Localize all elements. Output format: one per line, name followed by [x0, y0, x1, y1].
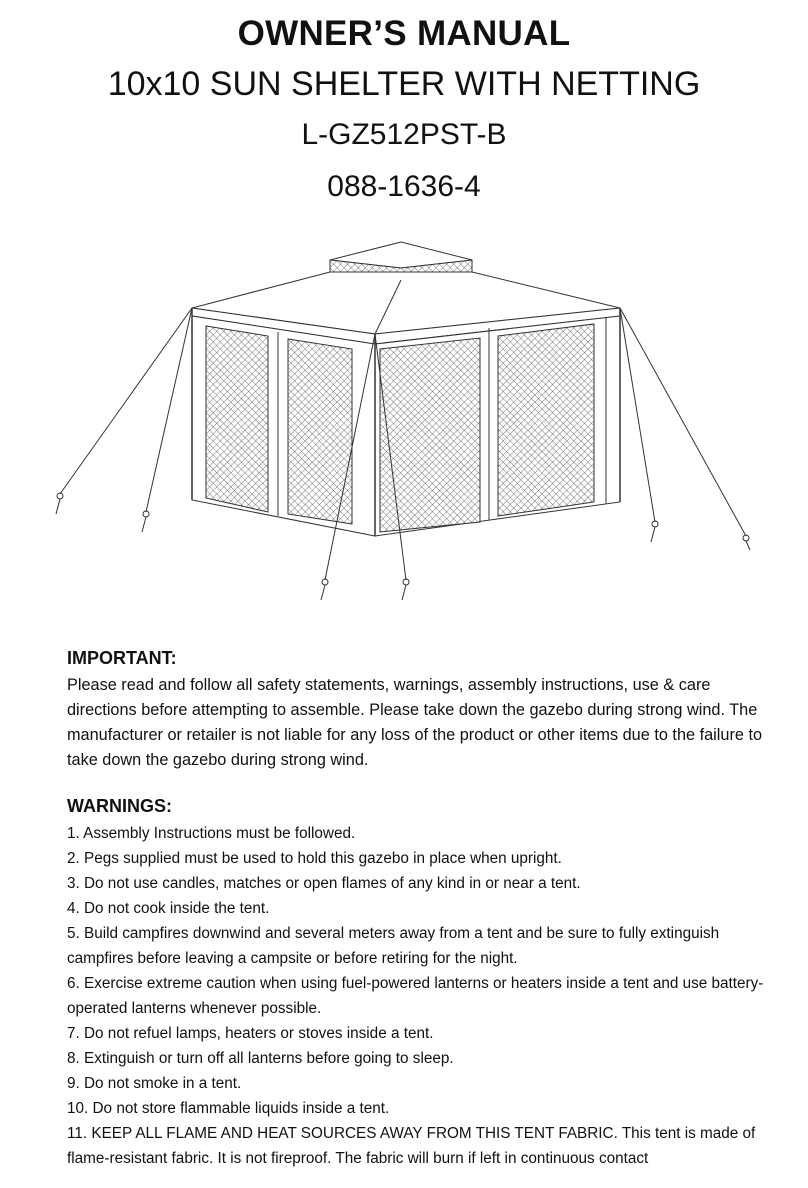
- stake: [142, 511, 149, 532]
- net-panel: [498, 324, 594, 516]
- model-number: L-GZ512PST-B: [301, 118, 507, 151]
- warning-item: 1. Assembly Instructions must be followed.: [67, 825, 356, 842]
- warning-item: 2. Pegs supplied must be used to hold this gazebo in place when upright.: [67, 850, 562, 867]
- net-panel: [206, 326, 268, 512]
- important-heading: IMPORTANT:: [67, 648, 177, 668]
- stake: [651, 521, 658, 542]
- gazebo-illustration: [40, 232, 770, 604]
- warning-item: 7. Do not refuel lamps, heaters or stoves inside a tent.: [67, 1025, 434, 1042]
- important-section: [67, 648, 767, 773]
- net-panel: [380, 338, 480, 532]
- warning-item: 5. Build campfires downwind and several meters away from a tent and be sure to fully extinguish campfires before leaving a campsite or before retiring for the night.: [67, 925, 720, 967]
- warning-item: 9. Do not smoke in a tent.: [67, 1075, 242, 1092]
- stake: [402, 579, 409, 600]
- warnings-section: [67, 796, 767, 1171]
- warning-item: 10. Do not store flammable liquids inside a tent.: [67, 1100, 390, 1117]
- stake: [56, 493, 63, 514]
- important-text: Please read and follow all safety statements, warnings, assembly instructions, use & care directions before attempting to assemble. Please take down the gazebo during strong wind. The manufacturer or retailer is not liable for any loss of the product or other items due to the failure to take down the gazebo during strong wind.: [67, 676, 763, 769]
- warning-item: 3. Do not use candles, matches or open flames of any kind in or near a tent.: [67, 875, 581, 892]
- warning-item: 8. Extinguish or turn off all lanterns before going to sleep.: [67, 1050, 454, 1067]
- warning-item: 4. Do not cook inside the tent.: [67, 900, 270, 917]
- manual-title: OWNER’S MANUAL: [237, 14, 571, 53]
- item-number: 088-1636-4: [327, 170, 481, 203]
- stake: [743, 535, 750, 550]
- warning-item: 6. Exercise extreme caution when using fuel-powered lanterns or heaters inside a tent and use battery-operated lanterns whenever possible.: [67, 975, 764, 1017]
- warnings-heading: WARNINGS:: [67, 796, 172, 816]
- stake: [321, 579, 328, 600]
- warning-item: 11. KEEP ALL FLAME AND HEAT SOURCES AWAY FROM THIS TENT FABRIC. This tent is made of flame-resistant fabric. It is not fireproof. The fabric will burn if left in continuous contact: [67, 1125, 756, 1167]
- product-name: 10x10 SUN SHELTER WITH NETTING: [107, 65, 701, 103]
